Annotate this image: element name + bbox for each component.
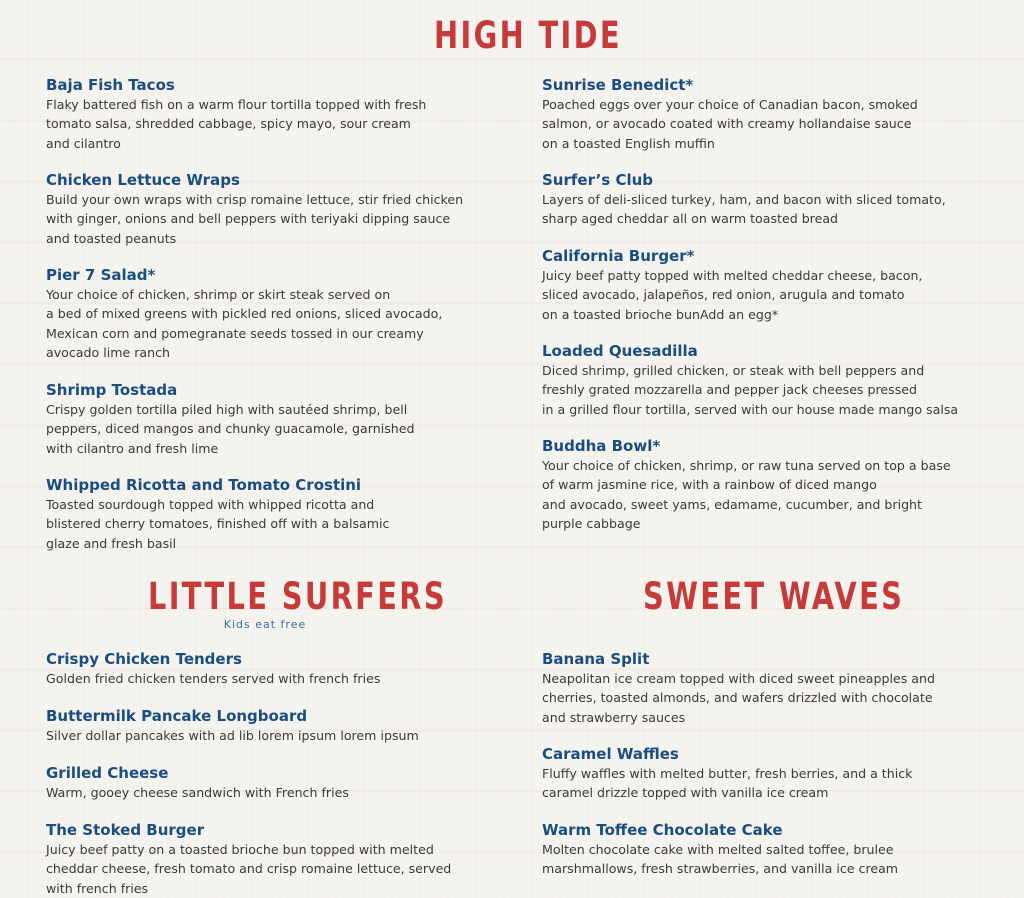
menu-item-description: Poached eggs over your choice of Canadian bacon, smoked salmon, or avocado coated with creamy hollandaise sauce on a toasted English muffin (542, 97, 918, 151)
menu-item-name: Sunrise Benedict* (542, 76, 694, 94)
menu-item (46, 650, 380, 688)
menu-item-name: California Burger* (542, 247, 695, 265)
menu-item-description: Neapolitan ice cream topped with diced sweet pineapples and cherries, toasted almonds, and wafers drizzled with chocolate and strawberry sauces (542, 671, 935, 725)
menu-item (542, 342, 958, 419)
section-title-sweet-waves: SWEET WAVES (643, 575, 905, 618)
menu-item-description: Layers of deli-sliced turkey, ham, and bacon with sliced tomato, sharp aged cheddar all on warm toasted bread (542, 192, 946, 227)
menu-item-name: Loaded Quesadilla (542, 342, 698, 360)
menu-item (542, 171, 946, 229)
menu-item (46, 171, 463, 248)
menu-item-description: Silver dollar pancakes with ad lib lorem ipsum lorem ipsum (46, 728, 419, 743)
menu-item (46, 821, 451, 898)
menu-item-name: Caramel Waffles (542, 745, 679, 763)
menu-item (542, 247, 922, 324)
menu-item-name: Whipped Ricotta and Tomato Crostini (46, 476, 362, 494)
menu-item-description: Crispy golden tortilla piled high with sautéed shrimp, bell peppers, diced mangos and chunky guacamole, garnished with cilantro and fresh lime (46, 402, 415, 456)
section-title-high-tide: HIGH TIDE (434, 14, 622, 57)
menu-item-description: Golden fried chicken tenders served with french fries (46, 671, 381, 686)
menu-item-description: Juicy beef patty topped with melted cheddar cheese, bacon, sliced avocado, jalapeños, red onion, arugula and tomato on a toasted brioche bunAdd an egg* (542, 268, 923, 322)
menu-item-description: Diced shrimp, grilled chicken, or steak with bell peppers and freshly grated mozzarella and pepper jack cheeses pressed in a grilled flour tortilla, served with our house made mango salsa (542, 363, 959, 417)
menu-item-description: Your choice of chicken, shrimp, or raw tuna served on top a base of warm jasmine rice, with a rainbow of diced mango and avocado, sweet yams, edamame, cucumber, and bright purple cabbage (542, 458, 951, 532)
menu-item (542, 650, 935, 727)
menu-item-name: Buddha Bowl* (542, 437, 661, 455)
menu-item-description: Build your own wraps with crisp romaine lettuce, stir fried chicken with ginger, onions and bell peppers with teriyaki dipping sauce and toasted peanuts (46, 192, 464, 246)
menu-item-name: Pier 7 Salad* (46, 266, 156, 284)
menu-item (46, 764, 349, 802)
menu-item (542, 437, 951, 534)
menu-item-description: Juicy beef patty on a toasted brioche bun topped with melted cheddar cheese, fresh tomato and crisp romaine lettuce, served with french fries (46, 842, 452, 896)
menu-item-name: Chicken Lettuce Wraps (46, 171, 240, 189)
menu-item-description: Your choice of chicken, shrimp or skirt steak served on a bed of mixed greens with pickled red onions, sliced avocado, Mexican corn and pomegranate seeds tossed in our creamy avocado lime ranch (46, 287, 443, 361)
menu-item-description: Flaky battered fish on a warm flour tortilla topped with fresh tomato salsa, shredded cabbage, spicy mayo, sour cream and cilantro (46, 97, 427, 151)
menu-item (542, 76, 918, 153)
menu-item-name: The Stoked Burger (46, 821, 205, 839)
menu-item (46, 476, 389, 553)
menu-item-name: Baja Fish Tacos (46, 76, 175, 94)
menu-item-name: Shrimp Tostada (46, 381, 178, 399)
menu-item (542, 821, 898, 879)
section-title-little-surfers: LITTLE SURFERS (148, 575, 447, 618)
menu-item-description: Warm, gooey cheese sandwich with French fries (46, 785, 349, 800)
menu-item (46, 381, 414, 458)
menu-item-description: Molten chocolate cake with melted salted toffee, brulee marshmallows, fresh strawberries, and vanilla ice cream (542, 842, 899, 877)
menu-item (46, 76, 426, 153)
menu-item-name: Warm Toffee Chocolate Cake (542, 821, 783, 839)
menu-item-name: Surfer’s Club (542, 171, 654, 189)
menu-item-description: Toasted sourdough topped with whipped ricotta and blistered cherry tomatoes, finished off with a balsamic glaze and fresh basil (46, 497, 390, 551)
menu-item-name: Crispy Chicken Tenders (46, 650, 242, 668)
menu-item (46, 266, 442, 363)
menu-item (542, 745, 912, 803)
menu-item-name: Buttermilk Pancake Longboard (46, 707, 308, 725)
section-subtitle-kids-eat-free: Kids eat free (223, 618, 307, 631)
menu-item (46, 707, 419, 745)
menu-item-description: Fluffy waffles with melted butter, fresh berries, and a thick caramel drizzle topped with vanilla ice cream (542, 766, 913, 801)
menu-item-name: Grilled Cheese (46, 764, 169, 782)
menu-item-name: Banana Split (542, 650, 650, 668)
